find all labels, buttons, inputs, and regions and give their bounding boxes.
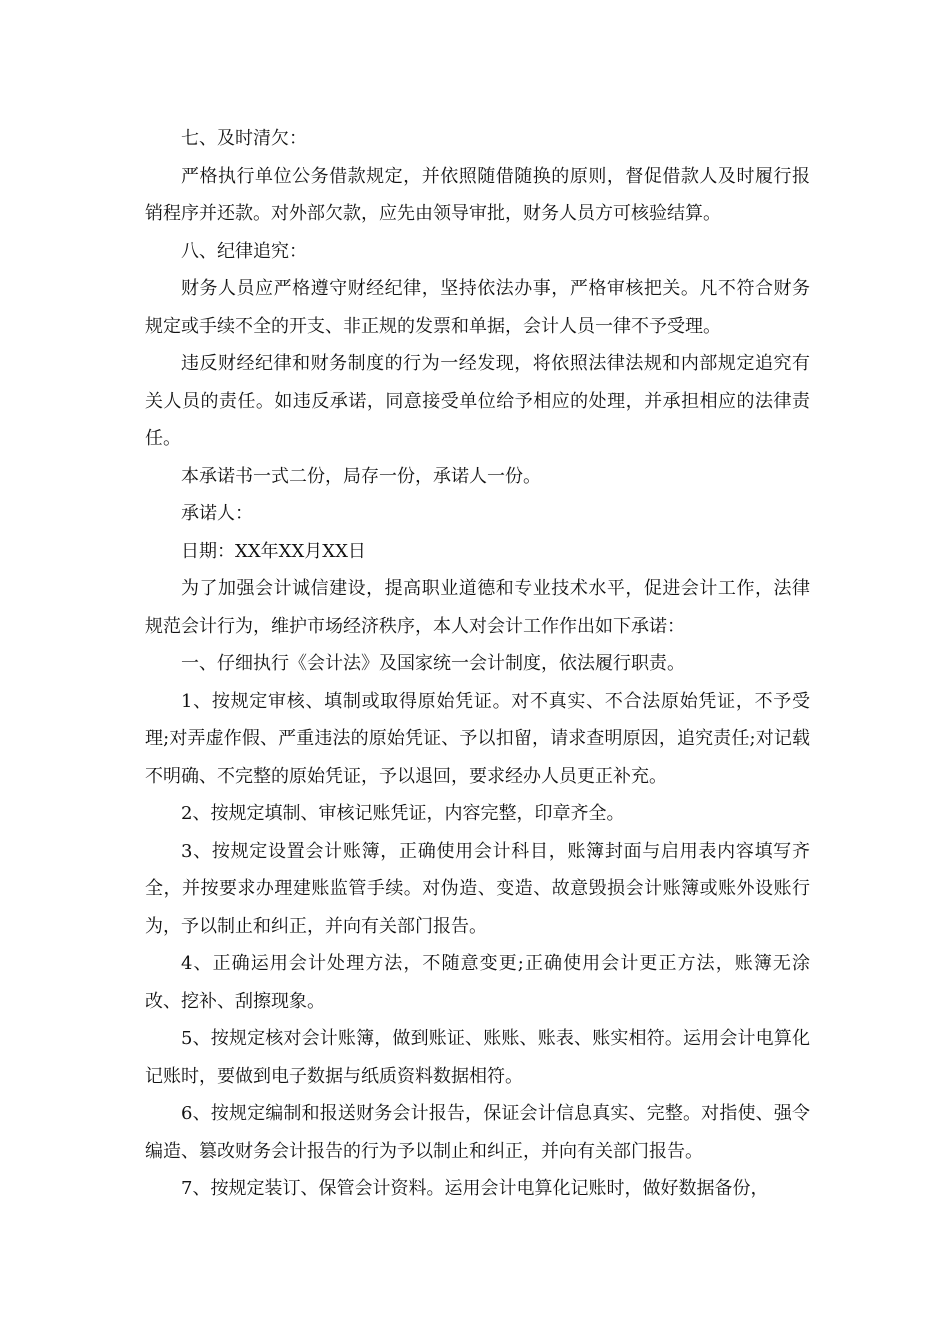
promisor-line: 承诺人： — [181, 503, 253, 524]
paragraph: 财务人员应严格遵守财经纪律，坚持依法办事，严格审核把关。凡不符合财务规定或手续不全的开支、非正规的发票和单据，会计人员一律不予受理。 — [145, 278, 810, 337]
paragraph: 严格执行单位公务借款规定，并依照随借随换的原则，督促借款人及时履行报销程序并还款。对外部欠款，应先由领导审批，财务人员方可核验结算。 — [145, 165, 810, 224]
paragraph: 本承诺书一式二份，局存一份，承诺人一份。 — [181, 465, 541, 487]
paragraph: 违反财经纪律和财务制度的行为一经发现，将依照法律法规和内部规定追究有关人员的责任。如违反承诺，同意接受单位给予相应的处理，并承担相应的法律责任。 — [145, 353, 810, 449]
list-item: 2、按规定填制、审核记账凭证，内容完整，印章齐全。 — [181, 803, 625, 824]
list-item: 1、按规定审核、填制或取得原始凭证。对不真实、不合法原始凭证，不予受理;对弄虚作假、严重违法的原始凭证、予以扣留，请求查明原因，追究责任;对记载不明确、不完整的原始凭证，予以退回，要求经办人员更正补充。 — [145, 690, 810, 787]
list-item: 3、按规定设置会计账簿，正确使用会计科目，账簿封面与启用表内容填写齐全，并按要求办理建账监管手续。对伪造、变造、故意毁损会计账簿或账外设账行为，予以制止和纠正，并向有关部门报告。 — [145, 840, 810, 937]
list-item: 7、按规定装订、保管会计资料。运用会计电算化记账时，做好数据备份， — [181, 1178, 769, 1199]
date-line: 日期：XX年XX月XX日 — [181, 540, 366, 562]
list-item: 6、按规定编制和报送财务会计报告，保证会计信息真实、完整。对指使、强令编造、篡改财务会计报告的行为予以制止和纠正，并向有关部门报告。 — [145, 1103, 810, 1162]
document-body — [145, 120, 810, 1208]
paragraph: 为了加强会计诚信建设，提高职业道德和专业技术水平，促进会计工作，法律规范会计行为，维护市场经济秩序，本人对会计工作作出如下承诺： — [145, 578, 810, 637]
section-heading-8: 八、纪律追究： — [181, 240, 307, 262]
section-heading-7: 七、及时清欠： — [181, 128, 307, 149]
list-item: 5、按规定核对会计账簿，做到账证、账账、账表、账实相符。运用会计电算化记账时，要做到电子数据与纸质资料数据相符。 — [145, 1028, 810, 1087]
list-item: 4、正确运用会计处理方法，不随意变更;正确使用会计更正方法，账簿无涂改、挖补、刮擦现象。 — [145, 953, 810, 1012]
section-heading-1: 一、仔细执行《会计法》及国家统一会计制度，依法履行职责。 — [181, 653, 685, 674]
